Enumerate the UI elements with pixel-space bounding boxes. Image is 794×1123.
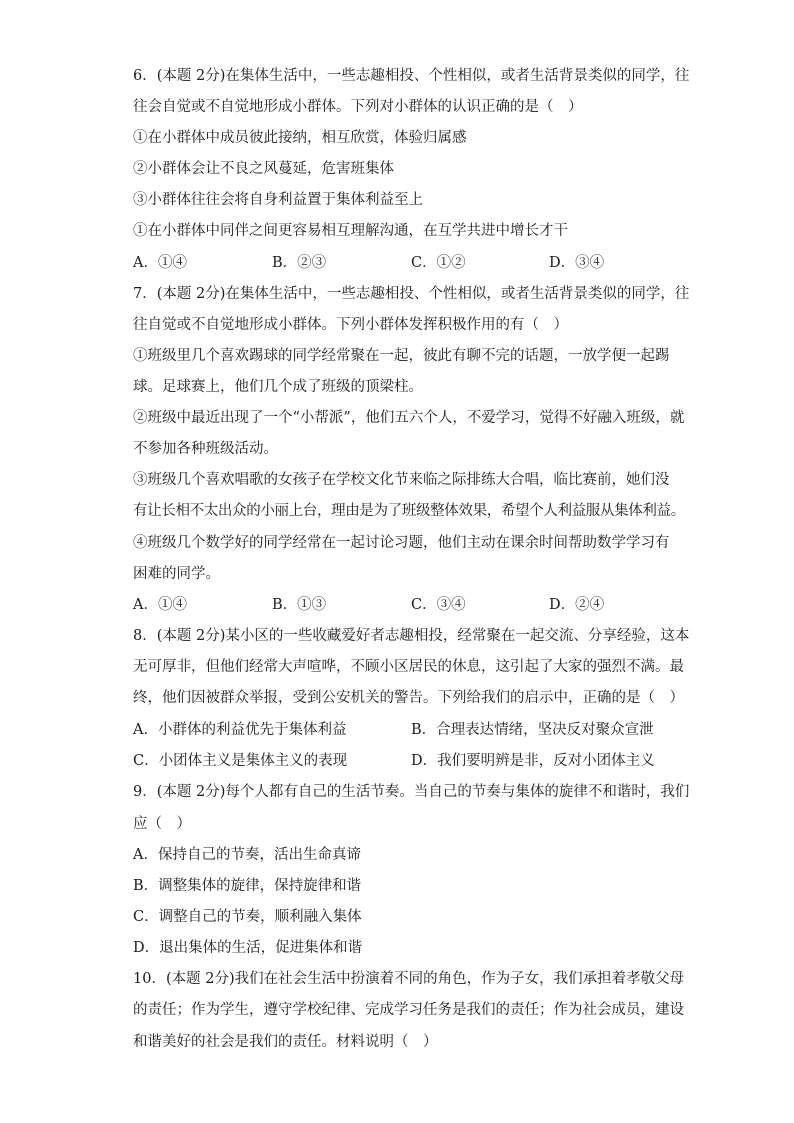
question-9-option-c: C．调整自己的节奏，顺利融入集体 [133, 909, 362, 925]
question-6-statement-4: ①在小群体中同伴之间更容易相互理解沟通，在互学共进中增长才干 [133, 223, 568, 239]
question-7-statement-2-line-1: ②班级中最近出现了一个“小帮派”，他们五六个人，不爱学习，觉得不好融入班级，就 [133, 410, 685, 426]
question-8-option-a: A．小群体的利益优先于集体利益 [133, 722, 347, 738]
question-6-option-d: D．③④ [549, 255, 605, 271]
question-9-stem-line-2: 应（ ） [133, 816, 191, 832]
question-6-statement-2: ②小群体会让不良之风蔓延，危害班集体 [133, 161, 394, 177]
question-6-stem-line-2: 往会自觉或不自觉地形成小群体。下列对小群体的认识正确的是（ ） [133, 99, 583, 115]
question-9-option-d: D．退出集体的生活，促进集体和谐 [133, 940, 363, 956]
question-7-stem-line-1: 7．(本题 2分)在集体生活中，一些志趣相投、个性相似，或者生活背景类似的同学，往 [133, 286, 690, 302]
question-6-statement-1: ①在小群体中成员彼此接纳，相互欣赏，体验归属感 [133, 130, 467, 146]
question-8-option-d: D．我们要明辨是非，反对小团体主义 [411, 753, 655, 769]
question-7-option-d: D．②④ [549, 597, 605, 613]
question-6-option-a: A．①④ [133, 255, 187, 271]
question-7-statement-3-line-2: 有让长相不太出众的小丽上台，理由是为了班级整体效果，希望个人利益服从集体利益。 [133, 503, 685, 519]
question-9-option-a: A．保持自己的节奏，活出生命真谛 [133, 847, 361, 863]
question-7-option-c: C．③④ [411, 597, 466, 613]
question-8-stem-line-3: 终，他们因被群众举报，受到公安机关的警告。下列给我们的启示中，正确的是（ ） [133, 690, 684, 706]
question-7-option-b: B．①③ [272, 597, 327, 613]
question-9-stem-line-1: 9．(本题 2分)每个人都有自己的生活节奏。当自己的节奏与集体的旋律不和谐时，我们 [133, 784, 690, 800]
question-7-statement-4-line-2: 困难的同学。 [133, 566, 220, 582]
question-6-statement-3: ③小群体往往会将自身利益置于集体利益至上 [133, 192, 423, 208]
question-7-statement-1-line-1: ①班级里几个喜欢踢球的同学经常聚在一起，彼此有聊不完的话题，一放学便一起踢 [133, 348, 670, 364]
question-6-option-b: B．②③ [272, 255, 327, 271]
question-7-stem-line-2: 往自觉或不自觉地形成小群体。下列小群体发挥积极作用的有（ ） [133, 317, 568, 333]
question-9-option-b: B．调整集体的旋律，保持旋律和谐 [133, 878, 362, 894]
question-8-option-c: C．小团体主义是集体主义的表现 [133, 753, 348, 769]
question-8-stem-line-1: 8．(本题 2分)某小区的一些收藏爱好者志趣相投，经常聚在一起交流、分享经验，这本 [133, 628, 690, 644]
question-10-stem-line-1: 10．(本题 2分)我们在社会生活中扮演着不同的角色，作为子女，我们承担着孝敬父母 [133, 971, 685, 987]
question-7-statement-2-line-2: 不参加各种班级活动。 [133, 441, 278, 457]
question-8-stem-line-2: 无可厚非，但他们经常大声喧哗，不顾小区居民的休息，这引起了大家的强烈不满。最 [133, 659, 684, 675]
question-7-statement-1-line-2: 球。足球赛上，他们几个成了班级的顶梁柱。 [133, 379, 423, 395]
question-6-stem-line-1: 6．(本题 2分)在集体生活中，一些志趣相投、个性相似，或者生活背景类似的同学，往 [133, 68, 690, 84]
question-10-stem-line-3: 和谐美好的社会是我们的责任。材料说明（ ） [133, 1034, 438, 1050]
question-6-option-c: C．①② [411, 255, 466, 271]
question-7-statement-4-line-1: ④班级几个数学好的同学经常在一起讨论习题，他们主动在课余时间帮助数学学习有 [133, 535, 670, 551]
question-7-option-a: A．①④ [133, 597, 187, 613]
question-7-statement-3-line-1: ③班级几个喜欢唱歌的女孩子在学校文化节来临之际排练大合唱，临比赛前，她们没 [133, 472, 670, 488]
question-10-stem-line-2: 的责任；作为学生，遵守学校纪律、完成学习任务是我们的责任；作为社会成员，建设 [133, 1002, 684, 1018]
question-8-option-b: B．合理表达情绪，坚决反对聚众宣泄 [411, 722, 654, 738]
